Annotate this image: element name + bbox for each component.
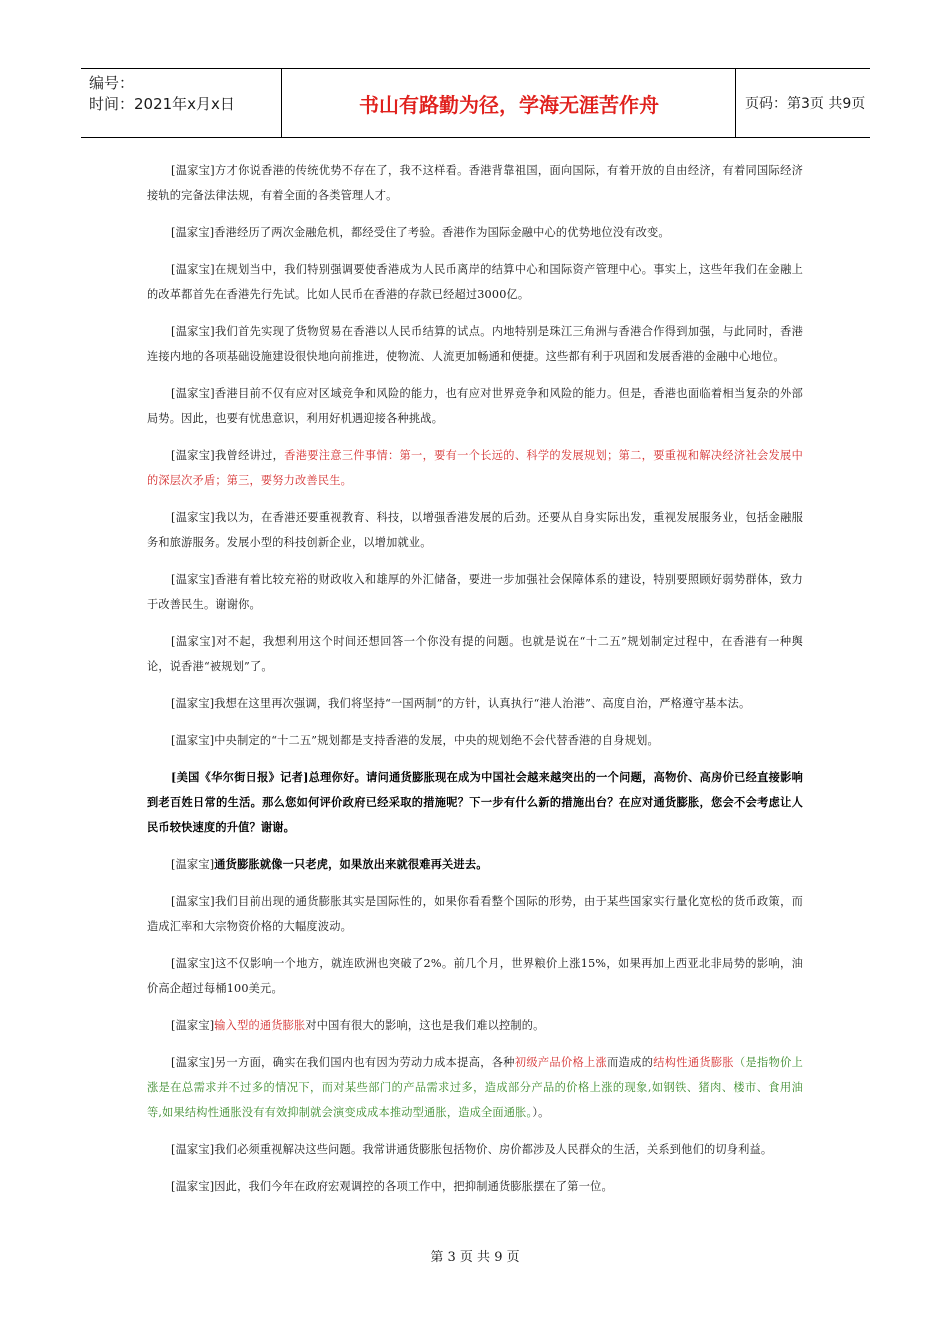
paragraph <box>147 1137 803 1162</box>
paragraph-text: [温家宝]香港有着比较充裕的财政收入和雄厚的外汇储备，要进一步加强社会保障体系的建设，特别要照顾好弱势群体，致力于改善民生。谢谢你。 <box>147 573 803 611</box>
paragraph-text: [温家宝]我们目前出现的通货膨胀其实是国际性的，如果你看看整个国际的形势，由于某些国家实行量化宽松的货币政策，而造成汇率和大宗物资价格的大幅度波动。 <box>147 895 803 933</box>
paragraph-text: [温家宝]我曾经讲过， <box>171 449 285 462</box>
paragraph <box>147 691 803 716</box>
paragraph <box>147 889 803 939</box>
header-page-label: 页码：第3页 共9页 <box>745 96 866 112</box>
paragraph-text: [温家宝]这不仅影响一个地方，就连欧洲也突破了2%。前几个月，世界粮价上涨15%，如果再加上西亚北非局势的影响，油价高企超过每桶100美元。 <box>147 957 803 995</box>
time-label: 时间：2021年x月x日 <box>89 95 235 113</box>
paragraph-text: 初级产品价格上涨 <box>514 1056 608 1069</box>
paragraph-text: [温家宝]中央制定的“十二五”规划都是支持香港的发展，中央的规划绝不会代替香港的自身规划。 <box>171 734 659 747</box>
paragraph <box>147 728 803 753</box>
paragraph <box>147 319 803 369</box>
paragraph-text: 香港要注意三件事情：第一，要有一个长远的、科学的发展规划；第二，要重视和解决经济社会发展中的深层次矛盾；第三，要努力改善民生。 <box>147 449 803 487</box>
paragraph <box>147 852 803 877</box>
paragraph-text: [温家宝]另一方面，确实在我们国内也有因为劳动力成本提高，各种 <box>171 1056 515 1069</box>
paragraph-text: （是指物价上涨是在总需求并不过多的情况下，而对某些部门的产品需求过多，造成部分产品的价格上涨的现象,如钢铁、猪肉、楼市、食用油等,如果结构性通胀没有有效抑制就会演变成成本推动型通胀，造成全面通胀。 <box>147 1056 804 1119</box>
paragraph <box>147 1050 803 1125</box>
paragraph-text: 通货膨胀就像一只老虎，如果放出来就很难再关进去。 <box>214 857 488 871</box>
paragraph <box>147 1174 803 1199</box>
document-body <box>147 158 803 1211</box>
paragraph-text: [温家宝]我们首先实现了货物贸易在香港以人民币结算的试点。内地特别是珠江三角洲与香港合作得到加强，与此同时，香港连接内地的各项基础设施建设很快地向前推进，使物流、人流更加畅通和便捷。这些都有利于巩固和发展香港的金融中心地位。 <box>147 325 803 363</box>
paragraph <box>147 629 803 679</box>
paragraph-text: ）。 <box>532 1106 550 1119</box>
page-footer: 第 3 页 共 9 页 <box>430 1250 520 1265</box>
paragraph-text: [美国《华尔街日报》记者]总理你好。请问通货膨胀现在成为中国社会越来越突出的一个问题，高物价、高房价已经直接影响到老百姓日常的生活。那么您如何评价政府已经采取的措施呢？下一步有什么新的措施出台？在应对通货膨胀，您会不会考虑让人民币较快速度的升值？谢谢。 <box>147 770 803 834</box>
paragraph-text: [温家宝]香港经历了两次金融危机，都经受住了考验。香港作为国际金融中心的优势地位没有改变。 <box>171 226 670 239</box>
paragraph-text: 对中国有很大的影响，这也是我们难以控制的。 <box>305 1019 545 1032</box>
paragraph <box>147 951 803 1001</box>
paragraph <box>147 381 803 431</box>
paragraph <box>147 505 803 555</box>
paragraph-text: 输入型的通货膨胀 <box>214 1019 306 1032</box>
paragraph <box>147 567 803 617</box>
paragraph-text: [温家宝]对不起，我想利用这个时间还想回答一个你没有提的问题。也就是说在“十二五”规划制定过程中，在香港有一种舆论，说香港“被规划”了。 <box>147 635 803 673</box>
header-meta <box>81 69 282 137</box>
paragraph <box>147 765 803 840</box>
paragraph-text: [温家宝] <box>171 1019 215 1032</box>
paragraph-text: [温家宝]我以为，在香港还要重视教育、科技，以增强香港发展的后劲。还要从自身实际出发，重视发展服务业，包括金融服务和旅游服务。发展小型的科技创新企业，以增加就业。 <box>147 511 803 549</box>
paragraph <box>147 220 803 245</box>
paragraph <box>147 443 803 493</box>
paragraph-text: [温家宝]我想在这里再次强调，我们将坚持“一国两制”的方针，认真执行“港人治港”、高度自治，严格遵守基本法。 <box>171 697 751 710</box>
paragraph-text: [温家宝]香港目前不仅有应对区域竞争和风险的能力，也有应对世界竞争和风险的能力。但是，香港也面临着相当复杂的外部局势。因此，也要有忧患意识，利用好机遇迎接各种挑战。 <box>147 387 803 425</box>
header-table <box>81 68 870 138</box>
paragraph-text: 而造成的 <box>607 1056 654 1069</box>
paragraph <box>147 1013 803 1038</box>
paragraph-text: [温家宝]方才你说香港的传统优势不存在了，我不这样看。香港背靠祖国，面向国际，有着开放的自由经济，有着同国际经济接轨的完备法律法规，有着全面的各类管理人才。 <box>147 164 803 202</box>
paragraph <box>147 257 803 307</box>
paragraph-text: 结构性通货膨胀 <box>653 1056 734 1069</box>
paragraph-text: [温家宝] <box>171 858 215 871</box>
paragraph <box>147 158 803 208</box>
number-label: 编号： <box>89 74 135 92</box>
paragraph-text: [温家宝]在规划当中，我们特别强调要使香港成为人民币离岸的结算中心和国际资产管理中心。事实上，这些年我们在金融上的改革都首先在香港先行先试。比如人民币在香港的存款已经超过3000亿。 <box>147 263 803 301</box>
paragraph-text: [温家宝]因此，我们今年在政府宏观调控的各项工作中，把抑制通货膨胀摆在了第一位。 <box>171 1180 613 1193</box>
paragraph-text: [温家宝]我们必须重视解决这些问题。我常讲通货膨胀包括物价、房价都涉及人民群众的生活，关系到他们的切身利益。 <box>171 1143 773 1156</box>
header-motto: 书山有路勤为径，学海无涯苦作舟 <box>283 69 736 137</box>
